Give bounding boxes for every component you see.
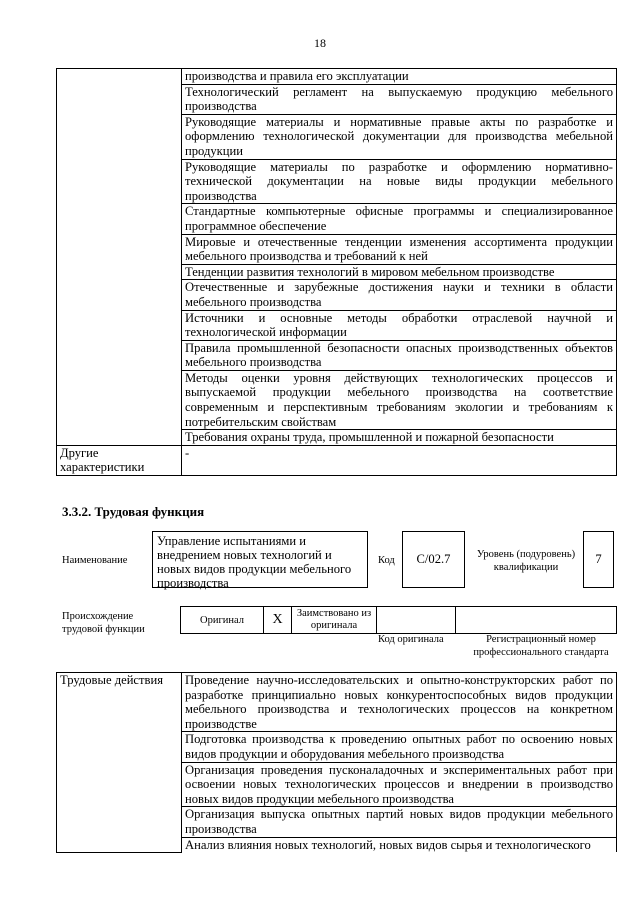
original-mark: X — [264, 607, 292, 634]
knowledge-row: Методы оценки уровня действующих технологических процессов и выпускаемой продукции мебельного производства на соответствие современным и перспективным требованиям экологии и требованиям к потребительским свойствам — [182, 370, 617, 429]
labor-action-row: Организация выпуска опытных партий новых видов продукции мебельного производства — [182, 807, 617, 837]
code-value-box: C/02.7 — [402, 531, 465, 588]
origin-table — [180, 606, 617, 634]
knowledge-row: Мировые и отечественные тенденции изменения ассортимента продукции мебельного производства и требований к ней — [182, 234, 617, 264]
original-label: Оригинал — [181, 607, 264, 634]
reg-number-cell — [456, 607, 617, 634]
level-label: Уровень (подуровень) квалификации — [476, 549, 576, 573]
knowledge-row: Правила промышленной безопасности опасных производственных объектов мебельного производства — [182, 340, 617, 370]
knowledge-row: Руководящие материалы по разработке и оформлению нормативно-технической документации на новые виды продукции мебельного производства — [182, 159, 617, 204]
page-number: 18 — [314, 36, 326, 50]
reg-number-label: Регистрационный номер профессионального стандарта — [473, 634, 609, 658]
labor-actions-table — [56, 672, 617, 853]
labor-action-row: Проведение научно-исследовательских и опытно-конструкторских работ по разработке принципиально новых конкурентоспособных видов продукции мебельного производства и технологических процессов на конкретном производстве — [182, 673, 617, 732]
knowledge-row: производства и правила его эксплуатации — [182, 69, 617, 85]
labor-actions-label: Трудовые действия — [57, 673, 182, 853]
labor-action-row: Организация проведения пусконаладочных и экспериментальных работ при освоении новых технологических процессов и внедрении в производство новых видов продукции мебельного производства — [182, 762, 617, 807]
knowledge-row: Отечественные и зарубежные достижения науки и техники в области мебельного производства — [182, 280, 617, 310]
knowledge-table — [56, 68, 617, 476]
labor-action-row: Анализ влияния новых технологий, новых видов сырья и технологического — [182, 837, 617, 852]
code-original-cell — [377, 607, 456, 634]
level-value-box: 7 — [583, 531, 614, 588]
other-characteristics-value: - — [182, 445, 617, 475]
knowledge-row: Требования охраны труда, промышленной и пожарной безопасности — [182, 430, 617, 446]
knowledge-row: Технологический регламент на выпускаемую продукцию мебельного производства — [182, 84, 617, 114]
code-original-label: Код оригинала — [378, 634, 444, 645]
function-name-box: Управление испытаниями и внедрением новых технологий и новых видов продукции мебельного производства — [152, 531, 368, 588]
knowledge-row: Руководящие материалы и нормативные правые акты по разработке и оформлению технологической документации для производства мебельной продукции — [182, 114, 617, 159]
code-label: Код — [378, 555, 395, 566]
labor-action-row: Подготовка производства к проведению опытных работ по освоению новых видов продукции и оборудования мебельного производства — [182, 732, 617, 762]
knowledge-label-cell — [57, 69, 182, 446]
other-characteristics-label: Другие характеристики — [57, 445, 182, 475]
knowledge-row: Источники и основные методы обработки отраслевой научной и технологической информации — [182, 310, 617, 340]
origin-label: Происхождение трудовой функции — [62, 611, 145, 635]
knowledge-row: Тенденции развития технологий в мировом мебельном производстве — [182, 264, 617, 280]
knowledge-row: Стандартные компьютерные офисные программы и специализированное программное обеспечение — [182, 204, 617, 234]
borrowed-label: Заимствовано из оригинала — [292, 607, 377, 634]
name-label: Наименование — [62, 555, 128, 566]
section-title: 3.3.2. Трудовая функция — [62, 504, 205, 519]
